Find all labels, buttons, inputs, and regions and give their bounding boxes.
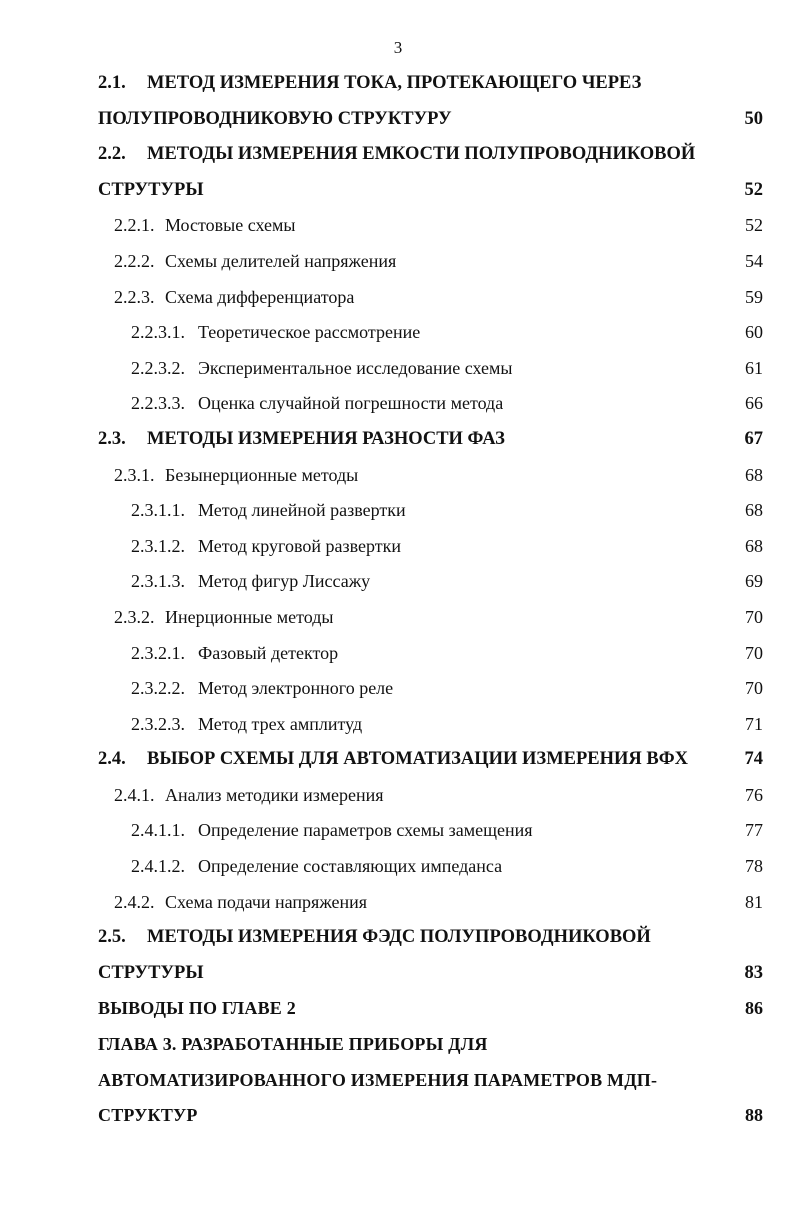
toc-entry — [0, 422, 796, 458]
toc-entry-number: 2.5. — [98, 927, 126, 948]
toc-entry-title: Мостовые схемы — [165, 215, 296, 236]
toc-entry-number: 2.4. — [98, 749, 126, 770]
toc-entry-title: Метод круговой развертки — [198, 535, 401, 556]
toc-entry-title: СТРУТУРЫ — [98, 179, 204, 200]
toc-entry-page: 74 — [744, 749, 763, 770]
toc-entry-page: 68 — [745, 535, 763, 556]
toc-entry-page: 69 — [745, 571, 763, 592]
toc-entry-number: 2.4.1.2. — [131, 856, 185, 877]
toc-entry — [0, 600, 796, 636]
toc-entry-title: СТРУКТУР — [98, 1105, 198, 1126]
toc-entry-title: Оценка случайной погрешности метода — [198, 393, 504, 414]
toc-entry-page: 52 — [745, 215, 763, 236]
toc-entry-page: 66 — [745, 393, 763, 414]
toc-entry — [0, 244, 796, 280]
toc-entry — [0, 173, 796, 209]
toc-entry — [0, 66, 796, 102]
toc-entry-title: Метод трех амплитуд — [198, 713, 363, 734]
toc-entry-page: 77 — [745, 820, 763, 841]
toc-entry — [0, 671, 796, 707]
toc-entry-number: 2.2.3. — [114, 286, 155, 307]
toc-entry — [0, 208, 796, 244]
toc-entry-number: 2.3.1.3. — [131, 571, 185, 592]
toc-entry-number: 2.3.2.3. — [131, 713, 185, 734]
toc-entry-page: 60 — [745, 322, 763, 343]
toc-entry-title: Схемы делителей напряжения — [165, 250, 397, 271]
toc-entry — [0, 315, 796, 351]
toc-entry-number: 2.3.2. — [114, 606, 155, 627]
toc-entry-number: 2.2. — [98, 144, 126, 165]
toc-entry-page: 70 — [745, 642, 763, 663]
toc-entry — [0, 707, 796, 743]
toc-entry-title: ПОЛУПРОВОДНИКОВУЮ СТРУКТУРУ — [98, 108, 452, 129]
toc-entry-number: 2.3.1.2. — [131, 535, 185, 556]
toc-entry-number: 2.2.2. — [114, 250, 155, 271]
toc-entry — [0, 529, 796, 565]
toc-entry-page: 52 — [744, 179, 763, 200]
toc-entry — [0, 1098, 796, 1134]
toc-entry — [0, 1063, 796, 1099]
toc-entry-page: 61 — [745, 357, 763, 378]
toc-entry-page: 81 — [745, 891, 763, 912]
toc-entry — [0, 920, 796, 956]
toc-entry-title: Анализ методики измерения — [165, 784, 384, 805]
toc-entry-title: МЕТОДЫ ИЗМЕРЕНИЯ ЕМКОСТИ ПОЛУПРОВОДНИКОВОЙ — [147, 144, 696, 165]
toc-entry — [0, 280, 796, 316]
toc-entry — [0, 458, 796, 494]
toc-entry-title: Схема подачи напряжения — [165, 891, 368, 912]
page-number: 3 — [393, 38, 403, 57]
toc-entry-title: Теоретическое рассмотрение — [198, 322, 421, 343]
toc-entry-title: ГЛАВА 3. РАЗРАБОТАННЫЕ ПРИБОРЫ ДЛЯ — [98, 1034, 488, 1055]
toc-entry-title: Метод линейной развертки — [198, 500, 406, 521]
toc-entry-title: МЕТОД ИЗМЕРЕНИЯ ТОКА, ПРОТЕКАЮЩЕГО ЧЕРЕЗ — [147, 73, 642, 93]
toc-entry-number: 2.2.3.1. — [131, 322, 185, 343]
toc-entry — [0, 493, 796, 529]
toc-entry-page: 88 — [745, 1105, 763, 1126]
table-of-contents — [0, 66, 796, 1134]
toc-entry-page: 68 — [745, 464, 763, 485]
toc-entry-number: 2.3.1.1. — [131, 500, 185, 521]
toc-entry — [0, 386, 796, 422]
toc-entry-title: Метод электронного реле — [198, 678, 394, 699]
toc-entry — [0, 351, 796, 387]
toc-entry-number: 2.2.3.2. — [131, 357, 185, 378]
toc-entry-title: Определение параметров схемы замещения — [198, 820, 533, 841]
toc-entry-page: 54 — [745, 250, 763, 271]
toc-entry-number: 2.3. — [98, 428, 126, 449]
toc-entry-page: 86 — [745, 998, 763, 1019]
toc-entry — [0, 885, 796, 921]
toc-entry-number: 2.3.2.1. — [131, 642, 185, 663]
toc-entry-title: СТРУТУРЫ — [98, 962, 204, 983]
toc-entry-number: 2.2.1. — [114, 215, 155, 236]
toc-entry-title: Фазовый детектор — [198, 642, 339, 663]
toc-entry-title: Экспериментальное исследование схемы — [198, 357, 513, 378]
toc-entry — [0, 102, 796, 138]
toc-entry-number: 2.1. — [98, 73, 126, 93]
toc-entry-page: 83 — [744, 962, 763, 983]
toc-entry-page: 68 — [745, 500, 763, 521]
toc-entry-page: 50 — [744, 108, 763, 129]
toc-entry-number: 2.3.1. — [114, 464, 155, 485]
toc-entry — [0, 849, 796, 885]
toc-entry-title: МЕТОДЫ ИЗМЕРЕНИЯ ФЭДС ПОЛУПРОВОДНИКОВОЙ — [147, 927, 651, 948]
toc-entry-title: АВТОМАТИЗИРОВАННОГО ИЗМЕРЕНИЯ ПАРАМЕТРОВ МДП- — [98, 1069, 658, 1090]
toc-entry — [0, 564, 796, 600]
toc-entry — [0, 636, 796, 672]
toc-entry-number: 2.3.2.2. — [131, 678, 185, 699]
toc-entry-number: 2.4.1.1. — [131, 820, 185, 841]
toc-entry — [0, 991, 796, 1027]
toc-entry-title: МЕТОДЫ ИЗМЕРЕНИЯ РАЗНОСТИ ФАЗ — [147, 428, 505, 449]
toc-entry-page: 59 — [745, 286, 763, 307]
toc-entry-title: ВЫБОР СХЕМЫ ДЛЯ АВТОМАТИЗАЦИИ ИЗМЕРЕНИЯ ВФХ — [147, 749, 688, 770]
toc-entry-title: Схема дифференциатора — [165, 286, 355, 307]
toc-entry-title: ВЫВОДЫ ПО ГЛАВЕ 2 — [98, 998, 296, 1019]
toc-entry-page: 70 — [745, 678, 763, 699]
toc-entry-title: Определение составляющих импеданса — [198, 856, 503, 877]
toc-entry — [0, 137, 796, 173]
toc-entry — [0, 813, 796, 849]
toc-entry-number: 2.4.2. — [114, 891, 155, 912]
toc-entry — [0, 1027, 796, 1063]
toc-entry — [0, 742, 796, 778]
toc-entry-page: 71 — [745, 713, 763, 734]
toc-entry-page: 78 — [745, 856, 763, 877]
toc-entry-title: Метод фигур Лиссажу — [198, 571, 371, 592]
toc-entry-number: 2.2.3.3. — [131, 393, 185, 414]
toc-entry-number: 2.4.1. — [114, 784, 155, 805]
toc-entry — [0, 778, 796, 814]
toc-entry-title: Инерционные методы — [165, 606, 334, 627]
toc-entry-page: 67 — [744, 428, 763, 449]
toc-entry-title: Безынерционные методы — [165, 464, 359, 485]
toc-entry-page: 76 — [745, 784, 763, 805]
toc-entry-page: 70 — [745, 606, 763, 627]
toc-entry — [0, 956, 796, 992]
